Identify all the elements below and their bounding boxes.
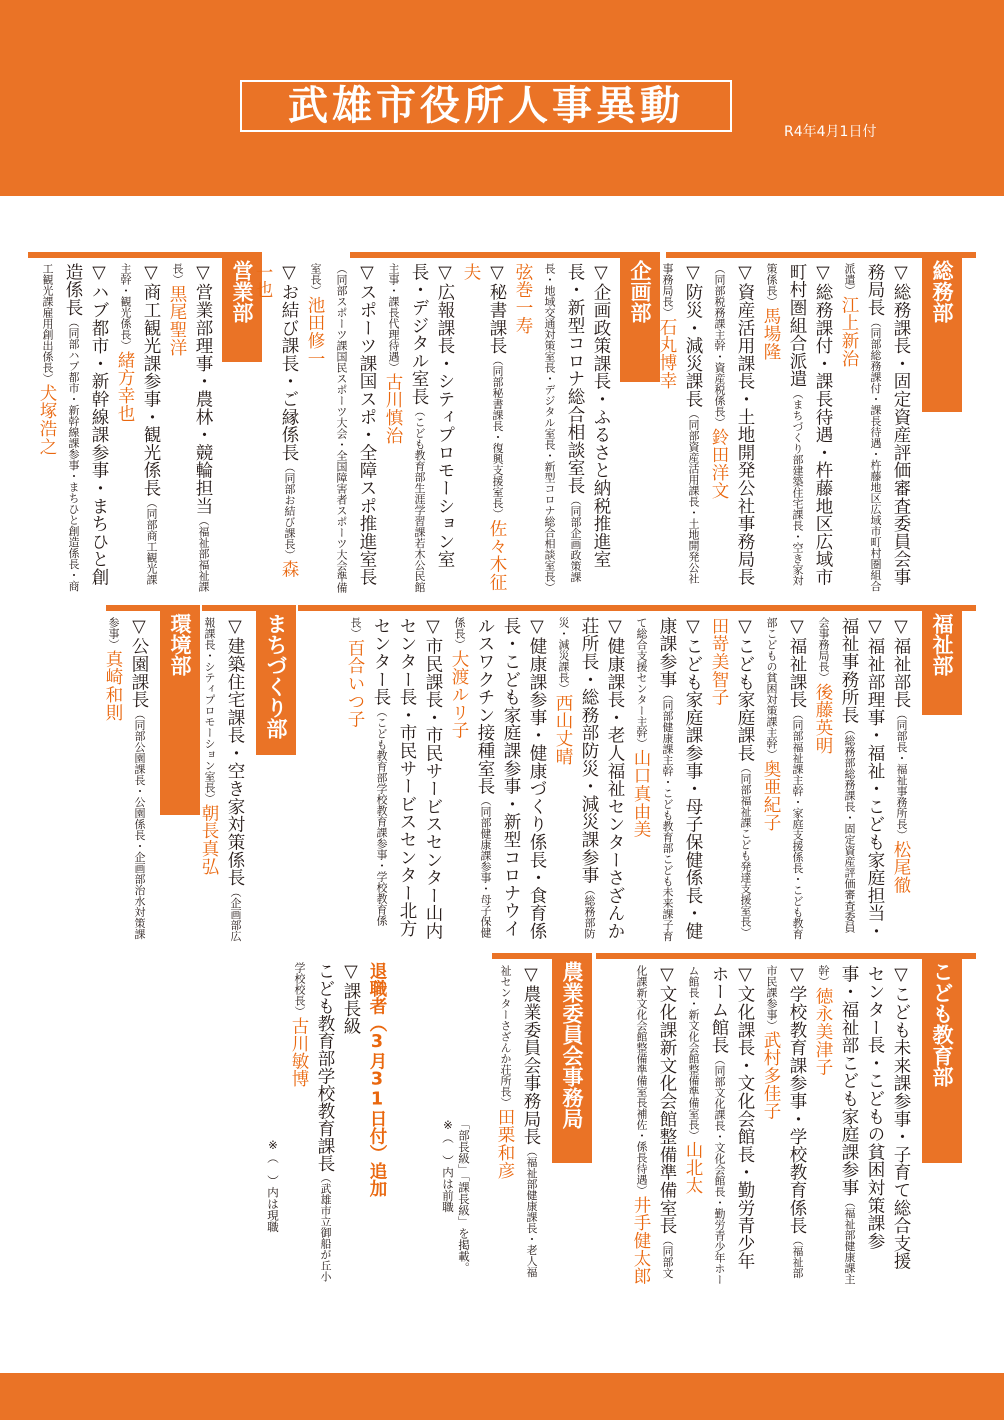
list-item: ▽こども家庭課長（同部福祉課こども発達支援室長）田嵜美智子 [709,617,755,938]
list-item: ▽広報課長・シティプロモーション室長・デジタル室長（こども教育部生涯学習課若木公民館主事・課長代理待遇）古川慎治 [383,263,455,593]
list-item: ▽公園課長（同部公園課長・公園係長・企画部治水対策課参事）真崎和則 [103,617,149,940]
rule-fukushi [298,605,976,611]
dept-kankyo: 環境部 [160,605,200,815]
list-item: ▽福祉課長（同部福祉課主幹・家庭支援係長・こども教育部こどもの貧困対策課主幹）奥亜紀子 [761,617,807,940]
retire-line: こども教育部学校教育課長（武雄市立御船が丘小学校校長）古川敏博 [289,962,335,1282]
retire-note: ※（ ）内は現職 [266,1138,280,1233]
dept-somu: 総務部 [922,252,962,412]
list-item: ▽スポーツ課国スポ・全障スポ推進室長（同部スポーツ課国民スポーツ大会・全国障害者スポーツ大会準備室長）池田修一 [305,263,377,593]
dept-nogyo: 農業委員会事務局 [552,953,592,1163]
list-item: ▽企画政策課長・ふるさと納税推進室長・新型コロナ総合相談室長（同部企画政策課長・地域交通対策室長・デジタル室長・新型コロナ総合相談室長）弦巻一寿 [513,263,611,593]
list-item: ▽健康課参事・健康づくり係長・食育係長・こども家庭課参事・新型コロナウイルスワクチン接種室長（同部健康課参事・母子保健係長）大渡ルリ子 [449,617,547,940]
list-item: ▽こども未来課参事・子育て総合支援センター長・こどもの貧困対策課参事・福祉部こども家庭課参事（福祉部健康課主幹）徳永美津子 [813,965,911,1285]
note-line: ※（ ）内は前職 [441,1118,455,1213]
section-fukushi-entries [304,617,914,942]
section-kankyo-entries [82,617,152,942]
list-item: ▽営業部理事・農林・競輪担当（福祉部福祉課長）黒尾聖洋 [167,263,213,592]
retire-line: ▽課長級 [341,962,361,1035]
dept-kikaku: 企画部 [620,252,660,382]
rule-kikaku [350,252,650,258]
list-item: ▽建築住宅課長・空き家対策係長（企画部広報課長・シティプロモーション室長）朝長真弘 [199,617,245,942]
retire-heading: 退職者（3月31日付）追加 [367,962,387,1197]
list-item: ▽商工観光課参事・観光係長（同部商工観光課主幹・観光係長）緒方幸也 [115,263,161,585]
list-item: ▽総務課付・課長待遇・杵藤地区広域市町村圏組合派遣（まちづくり部建築住宅課長・空き家対策係長）馬場隆 [761,263,833,586]
list-item: ▽農業委員会事務局長（福祉部健康課長・老人福祉センターさざんか荘所長）田栗和彦 [495,965,541,1278]
list-item: ▽秘書課長（同部秘書課長・復興支援室長）佐々木征夫 [461,263,507,591]
dept-machi: まちづくり部 [256,605,296,755]
dept-fukushi: 福祉部 [922,605,962,715]
list-item: ▽市民課長・市民サービスセンター山内センター長・市民サービスセンター北方センター長（こども教育部学校教育課参事・学校教育係長）百合いつ子 [345,617,443,940]
list-item: ▽こども家庭課参事・母子保健係長・健康課参事（同部健康課主幹・こども教育部こども未来課子育て総合支援センター主幹）山口真由美 [631,617,703,942]
section-machi-entries [178,617,248,942]
list-item: ▽お結び課長・ご縁係長（同部お結び課長）森一也 [253,263,299,579]
section-retire [280,962,390,1282]
section-kikaku-entries [253,263,614,593]
list-item: ▽福祉部長（同部長・福祉事務所長）松尾徹 [891,617,911,894]
dept-kodomo: こども教育部 [922,953,962,1163]
issue-date: R4年4月1日付 [784,124,877,140]
section-somu-entries [657,263,914,593]
list-item: ▽健康課長・老人福祉センターさざんか荘所長・総務部防災・減災課参事（総務部防災・減災課長）西山丈晴 [553,617,625,940]
page-title: 武雄市役所人事異動 [240,80,732,132]
section-kodomo-entries [604,965,914,1285]
list-item: ▽学校教育課参事・学校教育係長（福祉部市民課参事）武村多佳子 [761,965,807,1279]
section-nogyo-notes [432,1118,472,1278]
footer-band [0,1373,1004,1420]
list-item: ▽文化課長・文化会館長・勤労青少年ホーム館長（同部文化課長・文化会館長・勤労青少年ホーム館長・新文化会館整備準備室長）山北太 [683,965,755,1285]
section-eigyo-entries [26,263,216,593]
rule-kodomo [596,953,976,959]
section-nogyo-entries [484,965,544,1285]
list-item: ▽防災・減災課長（同部資産活用課長・土地開発公社事務局長）石丸博幸 [657,263,703,584]
list-item: ▽福祉部理事・福祉・こども家庭担当・福祉事務所長（総務部総務課長・固定資産評価審査委員会事務局長）後藤英明 [813,617,885,940]
dept-eigyo: 営業部 [222,252,262,362]
list-item: ▽ハブ都市・新幹線課参事・まちひと創造係長（同部ハブ都市・新幹線課参事・まちひと創造係長・商工観光課雇用創出係長）犬塚浩之 [37,263,109,592]
note-line: 「部長級」「課長級」を掲載。 [457,1118,471,1274]
list-item: ▽文化課新文化会館整備準備室長（同部文化課新文化会館整備準備室長補佐・係長待遇）井手健太郎 [631,965,677,1285]
list-item: ▽資産活用課長・土地開発公社事務局長（同部税務課主幹・資産税係長）鈴田洋文 [709,263,755,586]
list-item: ▽総務課長・固定資産評価審査委員会事務局長（同部総務課付・課長待遇・杵藤地区広域市町村圏組合派遣）江上新治 [839,263,911,592]
